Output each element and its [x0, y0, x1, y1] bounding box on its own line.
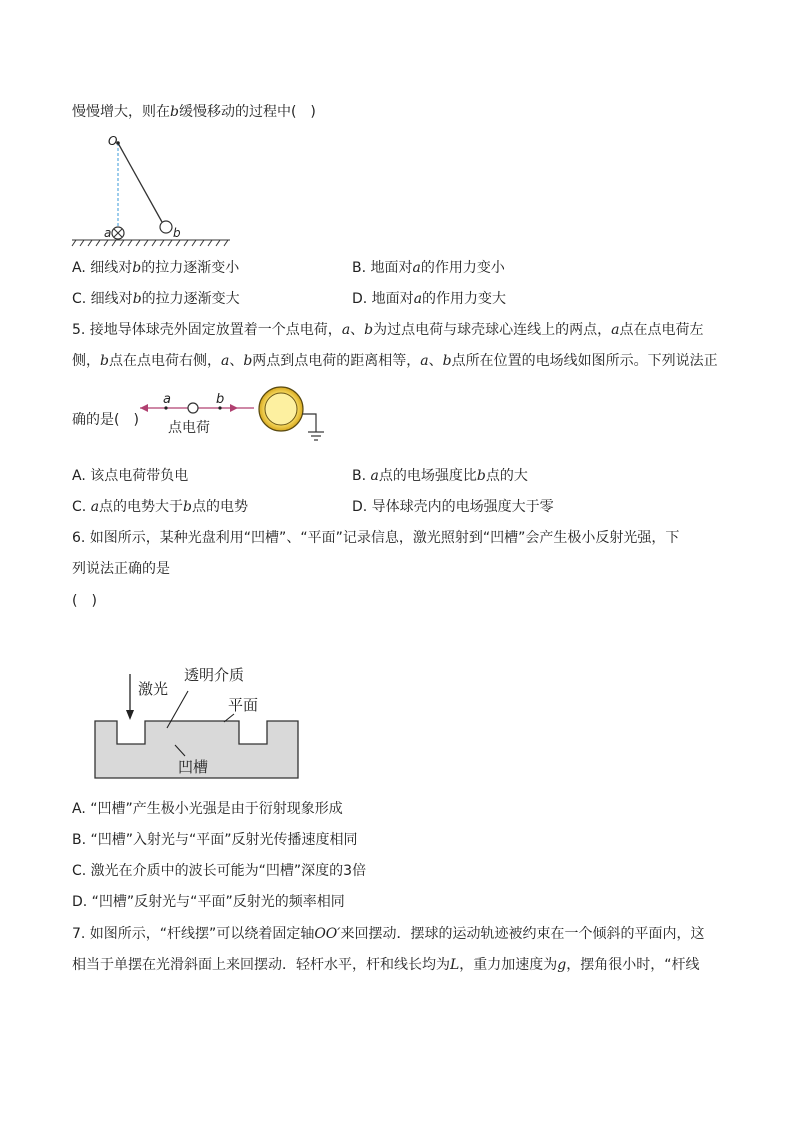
text: 的拉力逐渐变小 [141, 260, 240, 276]
var: b [183, 499, 193, 515]
text: 7. 如图所示，“杆线摆”可以绕着固定轴 [72, 926, 315, 942]
label-plane: 平面 [228, 696, 259, 714]
ground-hatch [72, 240, 230, 246]
q6-option-a[interactable]: A. “凹槽”产生极小光强是由于衍射现象形成 [72, 801, 343, 817]
text: A. 细线对 [72, 260, 133, 276]
text: 、 [229, 353, 244, 369]
var-b: b [170, 104, 179, 120]
var: a [611, 322, 620, 338]
text: 点的电势大于 [99, 499, 184, 515]
text: 的拉力逐渐变大 [141, 291, 240, 307]
q7-stem-line2 [72, 955, 700, 975]
text: B. 地面对 [352, 260, 413, 276]
thread [118, 143, 162, 222]
ball-b [160, 221, 172, 233]
text: 慢慢增大，则在 [72, 104, 170, 120]
ground-icon [302, 414, 324, 440]
q5-option-b[interactable] [352, 466, 528, 486]
q5-option-a[interactable]: A. 该点电荷带负电 [72, 468, 189, 484]
label-b: b [216, 392, 225, 407]
text: 点在点电荷左 [619, 322, 704, 338]
text: 点的大 [485, 468, 528, 484]
var: a [370, 468, 379, 484]
text: 点的电势 [192, 499, 249, 515]
text: 两点到点电荷的距离相等， [252, 353, 421, 369]
var: g [557, 957, 567, 973]
text: B. [352, 468, 371, 484]
conductor-shell-inner [265, 393, 297, 425]
text: 相当于单摆在光滑斜面上来回摆动．轻杆水平，杆和线长均为 [72, 957, 450, 973]
q6-option-c[interactable]: C. 激光在介质中的波长可能为“凹槽”深度的3倍 [72, 863, 367, 879]
text: 的作用力变小 [420, 260, 505, 276]
var: OO′ [314, 926, 341, 942]
var: b [132, 291, 142, 307]
var: b [100, 353, 109, 369]
q5-field-figure [136, 384, 346, 452]
charge-a-symbol [112, 227, 124, 239]
text: 缓慢移动的过程中( ) [178, 104, 316, 120]
var: a [413, 291, 423, 307]
q4-option-d[interactable] [352, 289, 506, 309]
q7-stem-line1 [72, 924, 704, 944]
text: 来回摆动．摆球的运动轨迹被约束在一个倾斜的平面内，这 [340, 926, 705, 942]
q5-stem-line2 [72, 351, 718, 371]
q4-option-b[interactable] [352, 258, 505, 278]
var: a [420, 353, 429, 369]
text: 点的电场强度比 [378, 468, 477, 484]
var: a [90, 499, 100, 515]
var: b [243, 353, 253, 369]
label-laser: 激光 [138, 680, 169, 698]
q5-stem-line3: 确的是( ) [72, 412, 139, 428]
var: a [412, 260, 421, 276]
label-o: O [108, 134, 118, 148]
label-groove: 凹槽 [178, 758, 209, 776]
var: a [220, 353, 230, 369]
text: ，重力加速度为 [459, 957, 558, 973]
label-point-charge: 点电荷 [168, 420, 210, 436]
text: D. 地面对 [352, 291, 414, 307]
q6-stem-line2: 列说法正确的是 [72, 561, 170, 577]
text: 5. 接地导体球壳外固定放置着一个点电荷， [72, 322, 342, 338]
q6-option-b[interactable]: B. “凹槽”入射光与“平面”反射光传播速度相同 [72, 832, 358, 848]
text: 为过点电荷与球壳球心连线上的两点， [373, 322, 612, 338]
laser-arrowhead [126, 710, 134, 720]
text: ，摆角很小时，“杆线 [566, 957, 700, 973]
q6-disc-figure [90, 660, 310, 784]
field-arrow-right [230, 404, 238, 412]
q5-option-c[interactable] [72, 497, 248, 517]
q4-stem-tail [72, 102, 316, 122]
text: 点在点电荷右侧， [108, 353, 221, 369]
text: C. [72, 499, 91, 515]
label-medium: 透明介质 [184, 666, 245, 684]
q5-option-d[interactable]: D. 导体球壳内的电场强度大于零 [352, 499, 554, 515]
text: 、 [350, 322, 365, 338]
q5-stem-line1 [72, 320, 704, 340]
var: b [442, 353, 452, 369]
text: 、 [428, 353, 443, 369]
var: a [341, 322, 351, 338]
q4-option-a[interactable] [72, 258, 239, 278]
var: b [364, 322, 374, 338]
label-a: a [163, 392, 171, 407]
text: 的作用力变大 [422, 291, 507, 307]
var: L [450, 957, 460, 973]
text: C. 细线对 [72, 291, 133, 307]
text: 侧， [72, 353, 100, 369]
q6-stem-line3: ( ) [72, 593, 97, 609]
label-a: a [104, 226, 112, 240]
q6-stem-line1: 6. 如图所示，某种光盘利用“凹槽”、“平面”记录信息，激光照射到“凹槽”会产生极小反射光强，下 [72, 530, 680, 546]
q6-option-d[interactable]: D. “凹槽”反射光与“平面”反射光的频率相同 [72, 894, 345, 910]
label-b: b [173, 226, 181, 240]
q4-pendulum-figure [70, 130, 240, 250]
var: b [132, 260, 142, 276]
field-arrow-left [140, 404, 148, 412]
text: 点所在位置的电场线如图所示。下列说法正 [451, 353, 718, 369]
var: b [476, 468, 486, 484]
q4-option-c[interactable] [72, 289, 240, 309]
point-charge [188, 403, 198, 413]
